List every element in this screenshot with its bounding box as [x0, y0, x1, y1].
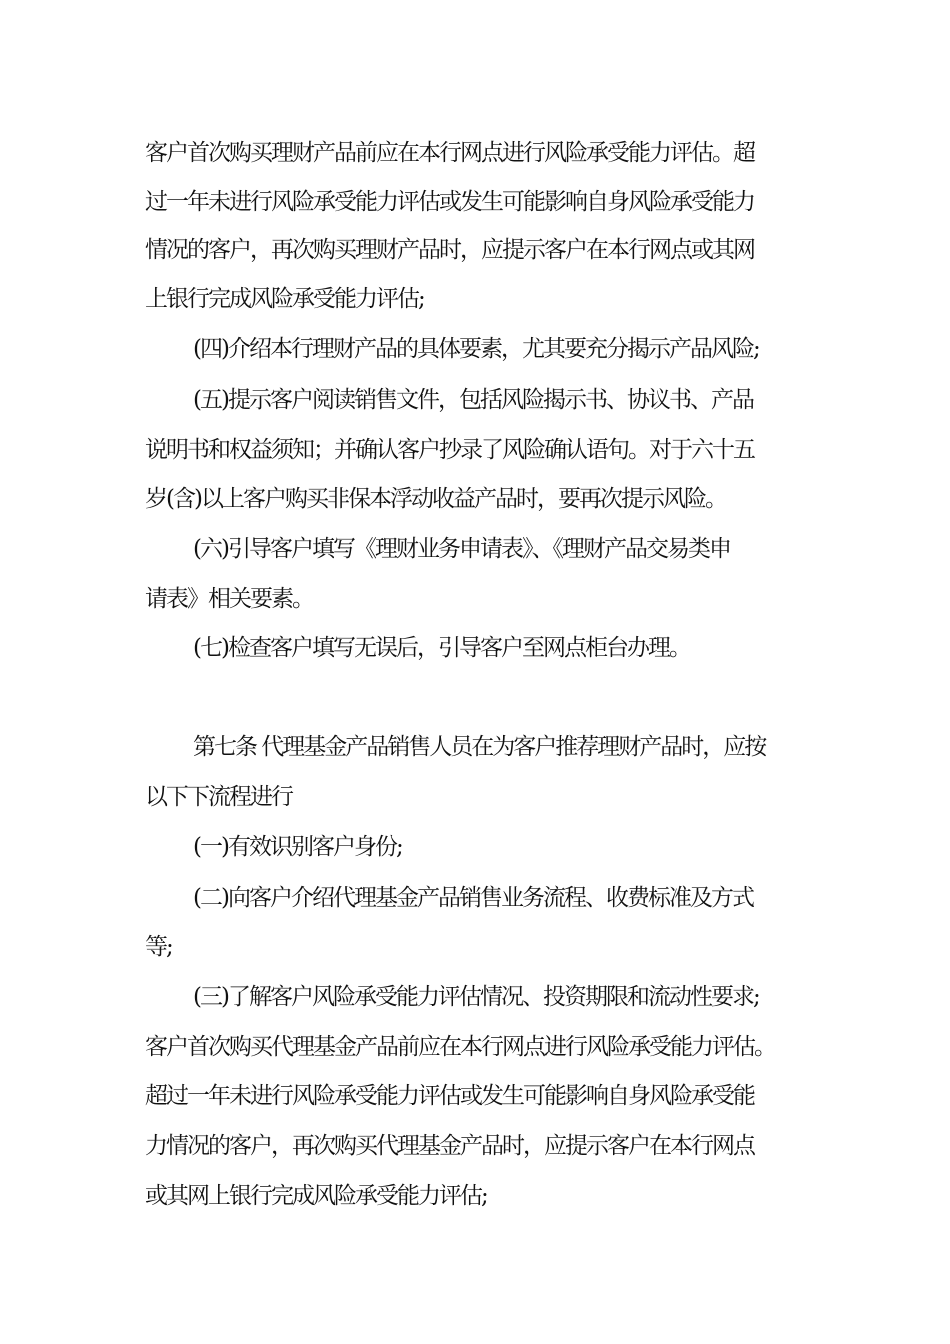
body-text-line: 力情况的客户，再次购买代理基金产品时，应提示客户在本行网点: [145, 1133, 754, 1159]
body-text-line: 客户首次购买代理基金产品前应在本行网点进行风险承受能力评估。: [145, 1034, 775, 1060]
list-item-5: (五)提示客户阅读销售文件，包括风险揭示书、协议书、产品: [193, 387, 753, 413]
list-item-1: (一)有效识别客户身份;: [193, 834, 402, 860]
body-text-line: 过一年未进行风险承受能力评估或发生可能影响自身风险承受能力: [145, 189, 754, 215]
body-text-line: 或其网上银行完成风险承受能力评估;: [145, 1183, 487, 1209]
article-heading: 第七条 代理基金产品销售人员在为客户推荐理财产品时，应按: [193, 734, 766, 760]
list-item-6: (六)引导客户填写《理财业务申请表》、《理财产品交易类申: [193, 536, 730, 562]
body-text-line: 请表》相关要素。: [145, 586, 313, 612]
body-text-line: 说明书和权益须知；并确认客户抄录了风险确认语句。对于六十五: [145, 437, 754, 463]
list-item-7: (七)检查客户填写无误后，引导客户至网点柜台办理。: [193, 635, 690, 661]
body-text-line: 情况的客户，再次购买理财产品时，应提示客户在本行网点或其网: [145, 237, 754, 263]
body-text-line: 上银行完成风险承受能力评估;: [145, 286, 424, 312]
list-item-3: (三)了解客户风险承受能力评估情况、投资期限和流动性要求;: [193, 984, 759, 1010]
body-text-line: 以下下流程进行: [145, 784, 292, 810]
body-text-line: 等;: [145, 934, 172, 960]
list-item-2: (二)向客户介绍代理基金产品销售业务流程、收费标准及方式: [193, 885, 753, 911]
list-item-4: (四)介绍本行理财产品的具体要素，尤其要充分揭示产品风险;: [193, 336, 759, 362]
body-text-line: 客户首次购买理财产品前应在本行网点进行风险承受能力评估。超: [145, 140, 754, 166]
body-text-line: 岁(含)以上客户购买非保本浮动收益产品时，要再次提示风险。: [145, 486, 726, 512]
body-text-line: 超过一年未进行风险承受能力评估或发生可能影响自身风险承受能: [145, 1083, 754, 1109]
